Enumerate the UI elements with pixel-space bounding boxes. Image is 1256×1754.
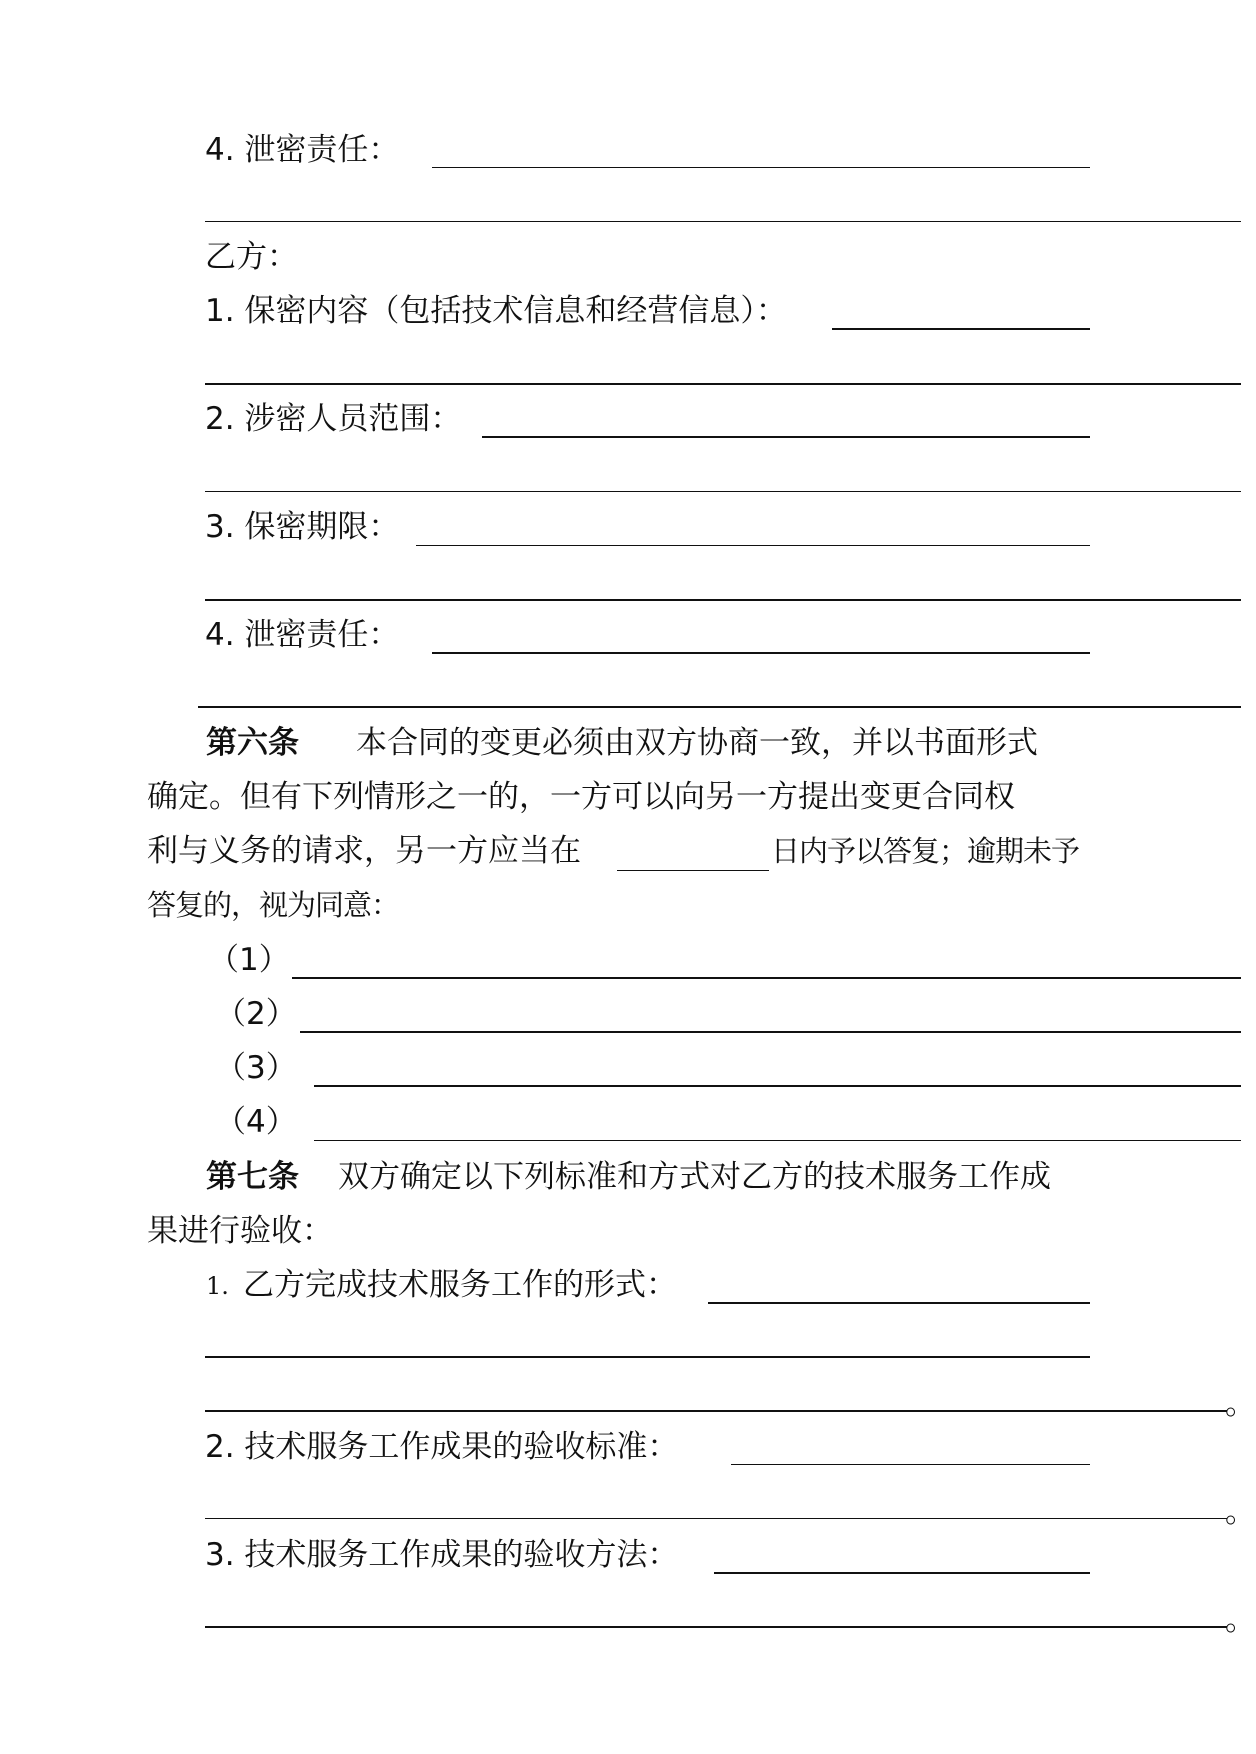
party-b-item1-blank-line2[interactable]: [205, 383, 1241, 385]
party-a-item4-label: 4. 泄密责任：: [205, 132, 400, 168]
article7-item3-blank-line2[interactable]: [205, 1626, 1227, 1628]
article6-item2-blank[interactable]: [300, 1031, 1241, 1033]
party-a-item4-blank[interactable]: [432, 167, 1090, 168]
article6-item1-label: （1）: [208, 942, 290, 978]
article6-line4: 答复的，视为同意：: [147, 888, 400, 922]
party-b-item3-label: 3. 保密期限：: [205, 509, 400, 545]
article7-item3-label: 3. 技术服务工作成果的验收方法：: [205, 1537, 679, 1573]
party-b-item2-label: 2. 涉密人员范围：: [205, 401, 462, 437]
article7-title: 第七条: [206, 1159, 299, 1195]
article6-line3-part2: 日内予以答复；逾期未予: [771, 834, 1080, 868]
article6-line3-part1: 利与义务的请求，另一方应当在: [147, 833, 581, 869]
article7-item1-period: 。: [1225, 1386, 1256, 1422]
article7-line2: 果进行验收：: [147, 1213, 333, 1249]
article6-days-blank[interactable]: [617, 870, 769, 871]
article7-item2-period: 。: [1225, 1494, 1256, 1530]
party-b-item3-blank-line2[interactable]: [205, 599, 1241, 601]
article7-item3-blank[interactable]: [714, 1572, 1090, 1574]
party-b-item2-blank[interactable]: [482, 436, 1090, 438]
party-b-heading: 乙方：: [205, 239, 298, 275]
article7-item2-blank[interactable]: [731, 1464, 1090, 1465]
article6-title: 第六条: [206, 725, 299, 761]
article7-item1-blank-line3[interactable]: [205, 1410, 1227, 1412]
article7-item2-blank-line2[interactable]: [205, 1518, 1227, 1519]
party-b-item1-label: 1. 保密内容（包括技术信息和经营信息）：: [205, 293, 787, 329]
article6-item3-blank[interactable]: [314, 1085, 1241, 1087]
party-b-item2-blank-line2[interactable]: [205, 491, 1241, 492]
article6-item1-blank[interactable]: [292, 977, 1241, 979]
party-b-item4-blank-line2[interactable]: [198, 706, 1241, 708]
article7-item2-label: 2. 技术服务工作成果的验收标准：: [205, 1429, 679, 1465]
party-b-item4-label: 4. 泄密责任：: [205, 617, 400, 653]
article7-line1: 双方确定以下列标准和方式对乙方的技术服务工作成: [338, 1159, 1051, 1195]
article7-item1-label: 乙方完成技术服务工作的形式：: [243, 1267, 677, 1303]
article7-item3-period: 。: [1225, 1602, 1256, 1638]
article6-item4-label: （4）: [215, 1104, 297, 1140]
article6-item2-label: （2）: [215, 996, 297, 1032]
party-b-item1-blank[interactable]: [832, 328, 1090, 330]
article7-item1-blank-line2[interactable]: [205, 1356, 1090, 1358]
article6-item4-blank[interactable]: [314, 1140, 1241, 1141]
party-b-item4-blank[interactable]: [432, 652, 1090, 654]
article7-item1-blank[interactable]: [708, 1302, 1090, 1304]
article7-item1-number: 1.: [206, 1272, 229, 1300]
party-b-item3-blank[interactable]: [416, 545, 1090, 546]
party-a-item4-blank-line2[interactable]: [205, 221, 1241, 222]
article6-line1: 本合同的变更必须由双方协商一致，并以书面形式: [356, 725, 1038, 761]
article6-item3-label: （3）: [215, 1050, 297, 1086]
article6-line2: 确定。但有下列情形之一的，一方可以向另一方提出变更合同权: [147, 779, 1015, 815]
